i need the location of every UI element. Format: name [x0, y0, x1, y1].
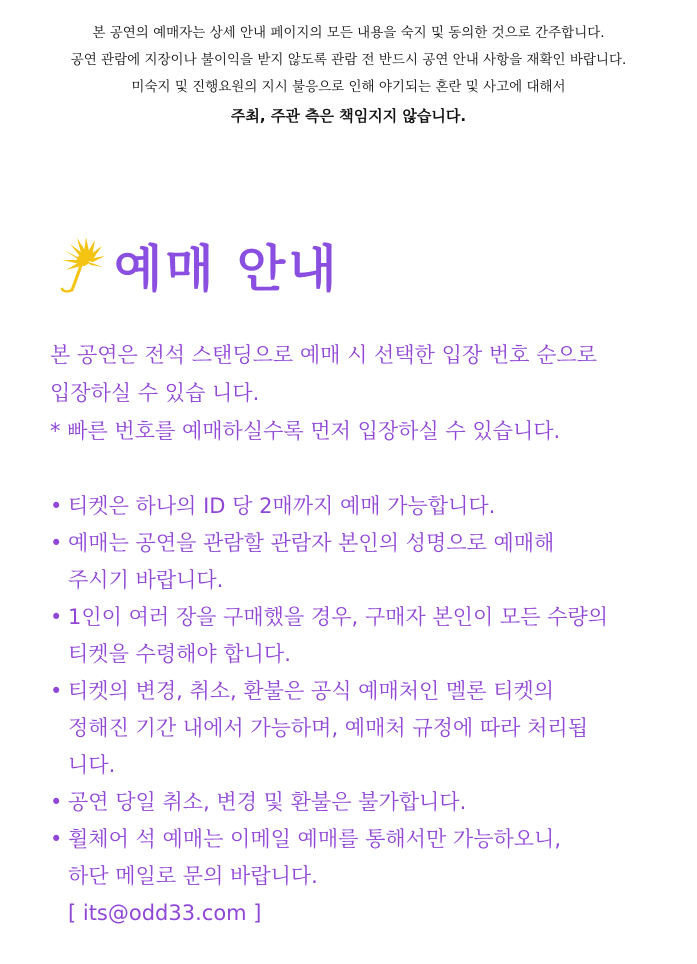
rules-list — [50, 488, 670, 932]
rule-line: 하단 메일로 문의 바랍니다. — [68, 864, 318, 888]
rule-line: 1인이 여러 장을 구매했을 경우, 구매자 본인이 모든 수량의 — [68, 605, 609, 629]
bullet-icon: • — [50, 494, 63, 518]
bullet-icon: • — [50, 531, 63, 555]
rule-line: 티켓의 변경, 취소, 환불은 공식 예매처인 멜론 티켓의 — [68, 679, 555, 703]
contact-email[interactable]: [ its@odd33.com ] — [68, 901, 262, 925]
rule-line: 티켓은 하나의 ID 당 2매까지 예매 가능합니다. — [68, 494, 496, 518]
dandelion-flower-icon — [50, 232, 108, 298]
rule-item — [50, 525, 670, 599]
rule-item — [50, 488, 670, 525]
rule-line: 휠체어 석 예매는 이메일 예매를 통해서만 가능하오니, — [68, 827, 562, 851]
page-title: 예매 안내 — [114, 240, 340, 298]
notice-line: 본 공연의 예매자는 상세 안내 페이지의 모든 내용을 숙지 및 동의한 것으로 간주합니다. — [92, 25, 605, 41]
intro-note: * 빠른 번호를 예매하실수록 먼저 입장하실 수 있습니다. — [50, 419, 561, 443]
rule-line: 예매는 공연을 관람할 관람자 본인의 성명으로 예매해 — [68, 531, 555, 555]
rule-line: 공연 당일 취소, 변경 및 환불은 불가합니다. — [68, 790, 467, 814]
rule-item — [50, 784, 670, 821]
rule-line: 티켓을 수령해야 합니다. — [68, 642, 291, 666]
notice-line: 미숙지 및 진행요원의 지시 불응으로 인해 야기되는 혼란 및 사고에 대해서 — [131, 79, 566, 95]
section-heading — [50, 225, 340, 305]
bullet-icon: • — [50, 605, 63, 629]
intro-line: 입장하실 수 있습 니다. — [50, 381, 260, 405]
rule-item — [50, 673, 670, 784]
rule-line: 정해진 기간 내에서 가능하며, 예매처 규정에 따라 처리됩 — [68, 716, 588, 740]
ticket-guide — [50, 336, 670, 932]
bullet-icon: • — [50, 679, 63, 703]
notice-disclaimer: 주최, 주관 측은 책임지지 않습니다. — [230, 107, 467, 125]
notice-line: 공연 관람에 지장이나 불이익을 받지 않도록 관람 전 반드시 공연 안내 사항을 재확인 바랍니다. — [70, 52, 627, 68]
rule-line: 니다. — [68, 753, 116, 777]
rule-item — [50, 599, 670, 673]
notice-block — [0, 20, 697, 131]
bullet-icon: • — [50, 827, 63, 851]
rule-line: 주시기 바랍니다. — [68, 568, 224, 592]
intro-paragraph — [50, 336, 670, 450]
rule-item — [50, 821, 670, 895]
intro-line: 본 공연은 전석 스탠딩으로 예매 시 선택한 입장 번호 순으로 — [50, 343, 597, 367]
bullet-icon: • — [50, 790, 63, 814]
